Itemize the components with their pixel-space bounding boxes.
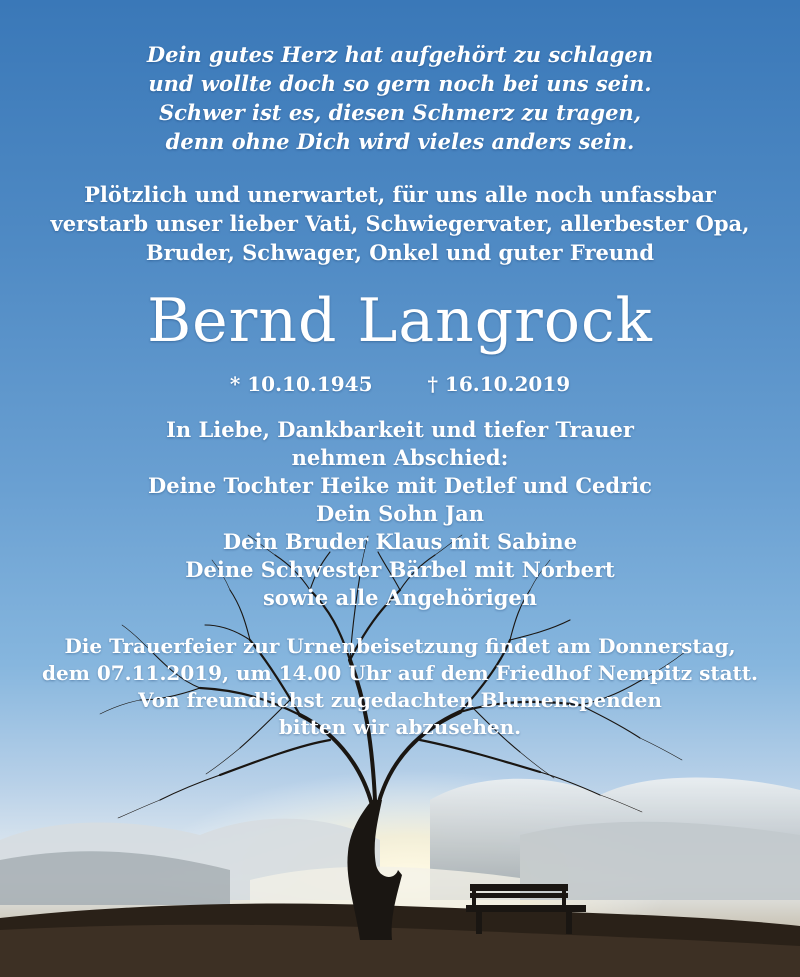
mourners-line: Dein Bruder Klaus mit Sabine: [222, 529, 578, 554]
poem-line: Dein gutes Herz hat aufgehört zu schlagen: [146, 42, 654, 67]
announcement-intro: [0, 180, 800, 267]
intro-line: verstarb unser lieber Vati, Schwiegervater, allerbester Opa,: [50, 211, 750, 236]
service-line: Von freundlichst zugedachten Blumenspenden: [138, 688, 662, 712]
mourners-list: [0, 416, 800, 612]
service-line: Die Trauerfeier zur Urnenbeisetzung findet am Donnerstag,: [64, 634, 736, 658]
mourners-line: Deine Schwester Bärbel mit Norbert: [185, 557, 615, 582]
mourners-line: Dein Sohn Jan: [316, 501, 484, 526]
birth-date: * 10.10.1945: [229, 372, 373, 396]
deceased-name: Bernd Langrock: [147, 286, 653, 356]
intro-line: Plötzlich und unerwartet, für uns alle noch unfassbar: [84, 182, 716, 207]
death-date: † 16.10.2019: [427, 372, 571, 396]
intro-line: Bruder, Schwager, Onkel und guter Freund: [145, 240, 655, 265]
poem-line: denn ohne Dich wird vieles anders sein.: [165, 129, 635, 154]
service-line: dem 07.11.2019, um 14.00 Uhr auf dem Friedhof Nempitz statt.: [42, 661, 758, 685]
mourners-line: sowie alle Angehörigen: [262, 585, 538, 610]
poem-line: und wollte doch so gern noch bei uns sein.: [148, 71, 652, 96]
poem: [0, 40, 800, 156]
service-line: bitten wir abzusehen.: [278, 715, 522, 739]
funeral-service-info: [0, 633, 800, 741]
mourners-line: nehmen Abschied:: [291, 445, 509, 470]
poem-line: Schwer ist es, diesen Schmerz zu tragen,: [158, 100, 642, 125]
mourners-line: In Liebe, Dankbarkeit und tiefer Trauer: [166, 417, 634, 442]
mourners-line: Deine Tochter Heike mit Detlef und Cedric: [148, 473, 652, 498]
life-dates: [0, 370, 800, 398]
